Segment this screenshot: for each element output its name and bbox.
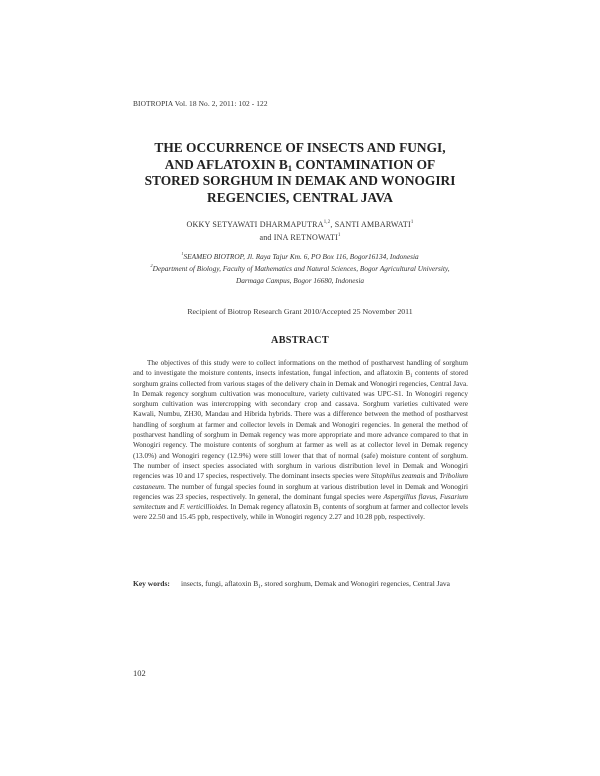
- keywords-list: insects, fungi, aflatoxin $B_1$, stored sorghum, Demak and Wonogiri regencies, Central Java: [181, 579, 450, 590]
- abstract-body: [133, 358, 468, 523]
- title-line-4: REGENCIES, CENTRAL JAVA: [207, 189, 393, 205]
- keywords: [133, 578, 468, 589]
- authors-line-2: and INA RETNOWATI$^1$: [259, 233, 341, 242]
- title-line-1: THE OCCURRENCE OF INSECTS AND FUNGI,: [154, 140, 446, 155]
- affiliations: [100, 251, 500, 288]
- title-line-2: AND AFLATOXIN $B_1$ CONTAMINATION OF: [164, 156, 436, 173]
- affiliation-1: $^1$SEAMEO BIOTROP, Jl. Raya Tajur Km. 6, PO Box 116, Bogor16134, Indonesia: [181, 251, 419, 261]
- affiliation-2: $^2$Department of Biology, Faculty of Mathematics and Natural Sciences, Bogor Agricultural University,: [150, 263, 450, 274]
- abstract-heading: ABSTRACT: [271, 335, 329, 346]
- paper-title: [100, 140, 500, 206]
- page-number: 102: [133, 668, 146, 678]
- author-name: INA RETNOWATI: [273, 233, 338, 242]
- grant-accepted-note: Recipient of Biotrop Research Grant 2010/Accepted 25 November 2011: [187, 307, 413, 316]
- keywords-label: Key words:: [133, 579, 170, 588]
- abstract-paragraph: The objectives of this study were to collect informations on the method of postharvest handling of sorghum and to investigate the moisture contents, insects infestation, fungal infection, and aflatoxin $B_1$ contents of stored sorghum grains collected from various stages of the delivery chain in Demak and Wonogiri regencies, Central Java. In Demak regency sorghum cultivation was monoculture, variety cultivated was UPC-S1. In Wonogiri regency sorghum cultivation was intercropping with secondary crop and cassava. Sorghum varieties cultivated were Kawali, Numbu, ZH30, Mandau and Hibrida hybrids. There was a difference between the method of postharvest handling of sorghum at farmer and collector levels in Demak and Wonogiri regencies. In general the method of postharvest handling of sorghum in Demak regency was more appropriate and more advance compared to that in Wonogiri regency. The moisture contents of sorghum at farmer as well as at collector level in Demak regency (13.0%) and Wonogiri regency (12.9%) were still lower that that of normal (safe) moisture content of sorghum. The number of insect species associated with sorghum in various distribution level in Demak and Wonogiri regencies was 10 and 17 species, respectively. The dominant insects species were Sitophilus zeamais and Tribolium castaneum. The number of fungal species found in sorghum at various distribution level in Demak and Wonogiri regencies was 23 species, respectively. In general, the dominant fungal species were Aspergillus flavus, Fusarium semitectum and F. verticillioides. In Demak regency aflatoxin $B_1$ contents of sorghum at farmer and collector levels were 22.50 and 15.45 ppb, respectively, while in Wonogiri regency 2.27 and 10.28 ppb, respectively.: [133, 359, 469, 522]
- author-name: OKKY SETYAWATI DHARMAPUTRA: [186, 220, 324, 229]
- author-list: [100, 218, 500, 244]
- journal-header: BIOTROPIA Vol. 18 No. 2, 2011: 102 - 122: [133, 99, 268, 108]
- affiliation-2-cont: Darmaga Campus, Bogor 16680, Indonesia: [235, 276, 365, 286]
- authors-line-1: OKKY SETYAWATI DHARMAPUTRA$^{1,2}$, SANTI AMBARWATI$^1$: [186, 220, 414, 229]
- title-line-3: STORED SORGHUM IN DEMAK AND WONOGIRI: [144, 173, 456, 189]
- author-name: , SANTI AMBARWATI: [330, 220, 411, 229]
